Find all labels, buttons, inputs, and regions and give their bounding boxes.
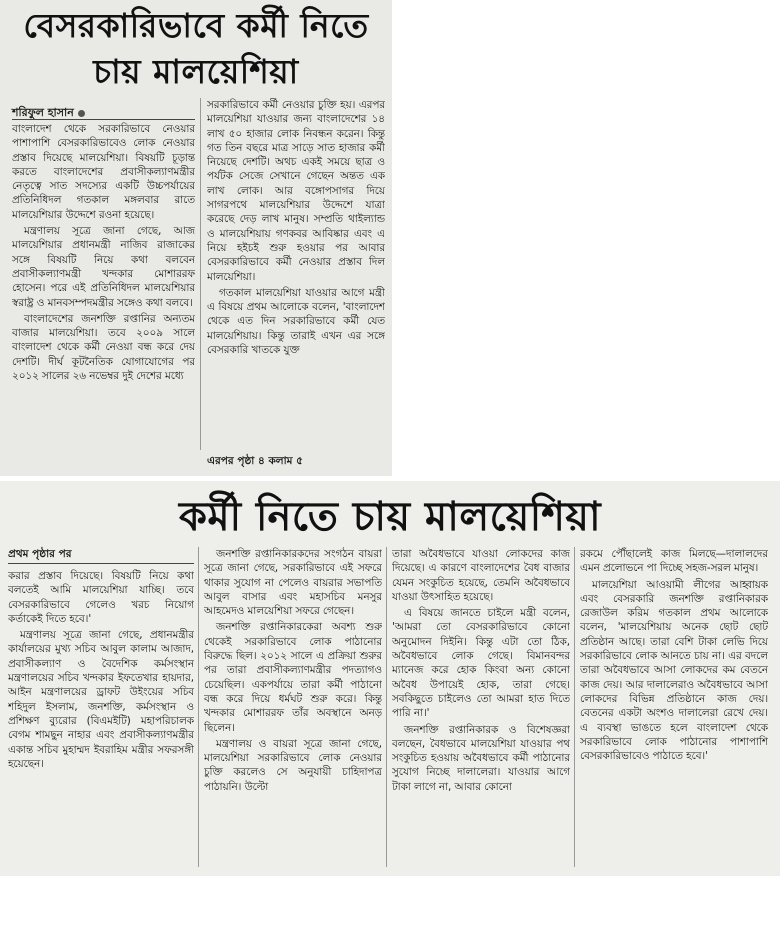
column-divider [198,547,199,867]
article-column-3 [392,547,570,869]
news-clipping-inner-page [0,481,780,876]
paragraph: মন্ত্রণালয় ও বায়রা সূত্রে জানা গেছে, মালয়েশিয়া সরকারিভাবে লোক নেওয়ার চুক্তি করলেও সে অনুযায়ী চাহিদাপত্র পাঠায়নি। উল্টো [204,737,382,793]
byline-divider [12,119,195,120]
label-divider [8,563,194,564]
byline-author: শরিফুল হাসান [12,106,74,119]
article-column-2 [207,98,385,450]
column-divider [574,547,575,867]
paragraph: রকমে পৌঁছালেই কাজ মিলছে—দালালদের এমন প্রলোভনে পা দিচ্ছে সহজ-সরল মানুষ। [580,548,768,575]
continued-from-label: প্রথম পৃষ্ঠার পর [8,548,72,560]
paragraph: এ বিষয়ে জানতে চাইলে মন্ত্রী বলেন, 'আমরা তো বেসরকারিভাবে কোনো অনুমোদন দিইনি। কিন্তু এটা তো ঠিক, অবৈধভাবে লোক গেছে। বিমানবন্দর ম্যানেজ করে হোক কিংবা অন্য কোনো অবৈধ উপায়েই হোক, তারা গেছে। সবকিছুতে চাইলেও তো আমরা হাত দিতে পারি না।' [392,607,570,720]
paragraph: মন্ত্রণালয় সূত্রে জানা গেছে, প্রধানমন্ত্রীর কার্যালয়ের মুখ্য সচিব আবুল কালাম আজাদ, প্রবাসীকল্যাণ ও বৈদেশিক কর্মসংস্থান মন্ত্রণালয়ের সচিব খন্দকার ইফতেখার হায়দার, আইন মন্ত্রণালয়ের ড্রাফট উইংয়ের সচিব শহিদুল ইসলাম, জনশক্তি, কর্মসংস্থান ও প্রশিক্ষণ ব্যুরোর (বিএমইটি) মহাপরিচালক বেগম শামছুন নাহার এবং প্রবাসীকল্যাণমন্ত্রীর একান্ত সচিব মুহাম্মদ ইবরাহিম মন্ত্রীর সফরসঙ্গী হয়েছেন। [8,629,194,770]
paragraph: বাংলাদেশের জনশক্তি রপ্তানির অন্যতম বাজার মালয়েশিয়া। তবে ২০০৯ সালে বাংলাদেশ থেকে কর্মী নেওয়া বন্ধ করে দেয় দেশটি। দীর্ঘ কূটনৈতিক যোগাযোগের পর ২০১২ সালের ২৬ নভেম্বর দুই দেশের মধ্যে [12,312,195,383]
headline-line-1: বেসরকারিভাবে কর্মী নিতে [23,6,369,45]
byline [12,104,85,123]
paragraph: তারা অবৈধভাবে যাওয়া লোকদের কাজ দিয়েছে। এ কারণে বাংলাদেশের বৈধ বাজার যেমন সংকুচিত হয়েছে, তেমনি অবৈধভাবে যাওয়া উৎসাহিত হয়েছে। [392,548,570,603]
paragraph: করার প্রস্তাব দিয়েছে। বিষয়টি নিয়ে কথা বলতেই আমি মালয়েশিয়া যাচ্ছি। তবে বেসরকারিভাবে গেলেও খরচ নিয়োগ কর্তাকেই দিতে হবে।' [8,570,194,625]
paragraph: গতকাল মালয়েশিয়া যাওয়ার আগে মন্ত্রী এ বিষয়ে প্রথম আলোকে বলেন, 'বাংলাদেশ থেকে এত দিন সরকারিভাবে কর্মী যেত মালয়েশিয়ায়। কিন্তু তারাই এখন এর সঙ্গে বেসরকারি খাতকে যুক্ত [207,286,385,357]
article-column-1 [12,122,195,472]
column-divider [200,98,201,450]
paragraph: জনশক্তি রপ্তানিকারকেরা অবশ্য শুরু থেকেই সরকারিভাবে লোক পাঠানোর বিরুদ্ধে ছিল। ২০১২ সালে এ প্রক্রিয়া শুরুর পর তারা প্রবাসীকল্যাণমন্ত্রীর পদত্যাগও চেয়েছিল। একপর্যায়ে তারা কর্মী পাঠানো বন্ধ করে দিয়ে ধর্মঘট শুরু করে। কিন্তু খন্দকার মোশাররফ তাঁর অবস্থানে অনড় ছিলেন। [204,621,382,734]
paragraph: জনশক্তি রপ্তানিকারকদের সংগঠন বায়রা সূত্রে জানা গেছে, সরকারিভাবে এই সফরে থাকার সুযোগ না পেলেও বায়রার সভাপতি আবুল বাসার এবং মহাসচিব মনসুর আহমেদও মালয়েশিয়া সফরে গেছেন। [204,548,382,618]
headline-line-2: চায় মালয়েশিয়া [93,52,299,91]
byline-bullet-icon [78,110,85,117]
paragraph: সরকারিভাবে কর্মী নেওয়ার চুক্তি হয়। এরপর মালয়েশিয়া যাওয়ার জন্য বাংলাদেশের ১৪ লাখ ৫০ হাজার লোক নিবন্ধন করেন। কিন্তু গত তিন বছরে মাত্র সাড়ে সাত হাজার কর্মী নিয়েছে দেশটি। অথচ একই সময়ে ছাত্র ও পর্যটক সেজে সেখানে গেছেন অন্তত এক লাখ লোক। আর বঙ্গোপসাগর দিয়ে সাগরপথে মালয়েশিয়ার উদ্দেশে যাত্রা করেছে দেড় লাখ মানুষ। সম্প্রতি থাইল্যান্ড ও মালয়েশিয়ায় গণকবর আবিষ্কার এবং এ নিয়ে হইচই শুরু হওয়ার পর আবার বেসরকারিভাবে কর্মী নেওয়ার প্রস্তাব দিল মালয়েশিয়া। [207,99,385,283]
news-clipping-front-page [0,0,392,476]
continuation-note: এরপর পৃষ্ঠা ৪ কলাম ৫ [207,455,303,467]
article-column-4 [580,547,768,869]
column-divider [386,547,387,867]
article-column-1 [8,569,194,869]
paragraph: বাংলাদেশ থেকে সরকারিভাবে নেওয়ার পাশাপাশি বেসরকারিভাবেও লোক নেওয়ার প্রস্তাব দিয়েছে মালয়েশিয়া। বিষয়টি চূড়ান্ত করতে বাংলাদেশের প্রবাসীকল্যাণমন্ত্রীর নেতৃত্বে সাত সদস্যের একটি উচ্চপর্যায়ের প্রতিনিধিদল গতকাল মঙ্গলবার রাতে মালয়েশিয়ার উদ্দেশে রওনা হয়েছে। [12,123,195,221]
paragraph: মালয়েশিয়া আওয়ামী লীগের আহ্বায়ক এবং বেসরকারি জনশক্তি রপ্তানিকারক রেজাউল করিম গতকাল প্রথম আলোকে বলেন, 'মালয়েশিয়ায় অনেক ছোট ছোট প্রতিষ্ঠান আছে। তারা বেশি টাকা লেভি দিয়ে সরকারিভাবে লোক আনতে চায় না। এর বদলে তারা অবৈধভাবে আসা লোকদের কম বেতনে কাজ দেয়। আর দালালেরাও অবৈধভাবে আসা লোকদের বিভিন্ন প্রতিষ্ঠানে কাজ দেয়। বেতনের একটা অংশও দালালেরা রেখে দেয়। এ ব্যবস্থা ভাঙতে হলে বাংলাদেশ থেকে সরকারিভাবে লোক পাঠানোর পাশাপাশি বেসরকারিভাবেও পাঠাতে হবে।' [580,578,768,763]
headline: কর্মী নিতে চায় মালয়েশিয়া [178,493,602,540]
paragraph: মন্ত্রণালয় সূত্রে জানা গেছে, আজ মালয়েশিয়ার প্রধানমন্ত্রী নাজিব রাজাকের সঙ্গে বিষয়টি নিয়ে কথা বলবেন প্রবাসীকল্যাণমন্ত্রী খন্দকার মোশাররফ হোসেন। পরে এই প্রতিনিধিদল মালয়েশিয়ার স্বরাষ্ট্র ও মানবসম্পদমন্ত্রীর সঙ্গেও কথা বলবে। [12,225,195,309]
paragraph: জনশক্তি রপ্তানিকারক ও বিশেষজ্ঞরা বলছেন, বৈধভাবে মালয়েশিয়া যাওয়ার পথ সংকুচিত হওয়ায় অবৈধভাবে কর্মী পাঠানোর সুযোগ নিচ্ছে দালালেরা। যাওয়ার আগে টাকা লাগে না, আবার কোনো [392,723,570,793]
article-column-2 [204,547,382,869]
